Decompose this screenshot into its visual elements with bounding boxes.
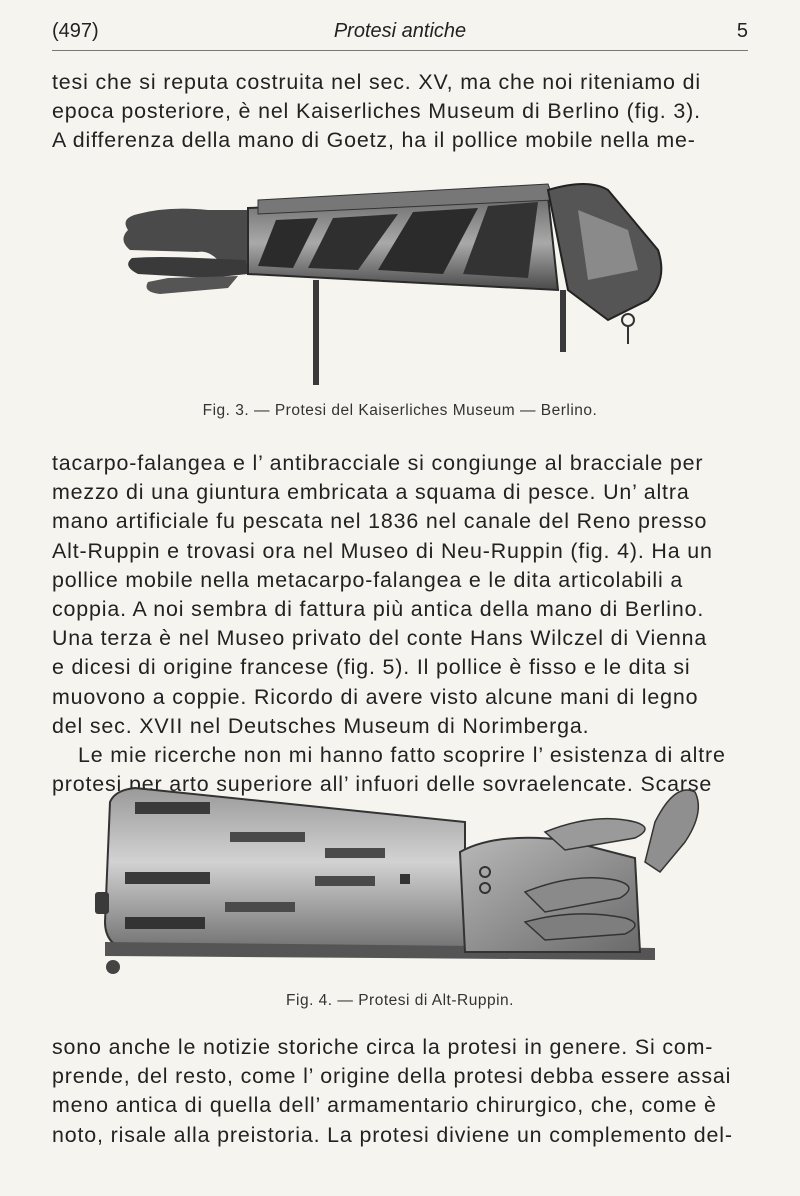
text-line: prende, del resto, come l’ origine della protesi debba essere assai xyxy=(52,1064,732,1089)
text-line: del sec. XVII nel Deutsches Museum di Norimberga. xyxy=(52,713,590,738)
text-line: A differenza della mano di Goetz, ha il pollice mobile nella me- xyxy=(52,128,696,153)
berlin-prosthesis-illustration xyxy=(108,170,668,400)
figure-3-berlin-prosthesis xyxy=(108,170,668,400)
text-line: meno antica di quella dell’ armamentario chirurgico, che, come è xyxy=(52,1093,717,1118)
text-line: coppia. A noi sembra di fattura più antica della mano di Berlino. xyxy=(52,597,705,622)
text-line: epoca posteriore, è nel Kaiserliches Museum di Berlino (fig. 3). xyxy=(52,99,701,124)
alt-ruppin-prosthesis-illustration xyxy=(95,762,710,980)
text-line: mezzo di una giuntura embricata a squama di pesce. Un’ altra xyxy=(52,480,690,505)
text-line: sono anche le notizie storiche circa la protesi in genere. Si com- xyxy=(52,1035,714,1059)
text-line: noto, risale alla preistoria. La protesi diviene un complemento del- xyxy=(52,1122,733,1147)
figure-4-alt-ruppin-prosthesis xyxy=(95,762,710,980)
text-line: tesi che si reputa costruita nel sec. XV, ma che noi riteniamo di xyxy=(52,70,701,94)
text-line: mano artificiale fu pescata nel 1836 nel canale del Reno presso xyxy=(52,509,708,534)
page-number: 5 xyxy=(736,20,748,42)
text-line: Alt-Ruppin e trovasi ora nel Museo di Neu-Ruppin (fig. 4). Ha un xyxy=(52,538,713,563)
running-title: Protesi antiche xyxy=(333,20,467,42)
text-line: e dicesi di origine francese (fig. 5). Il pollice è fisso e le dita si xyxy=(52,655,691,680)
text-line: muovono a coppie. Ricordo di avere visto alcune mani di legno xyxy=(52,684,699,709)
paragraph-3 xyxy=(52,1033,748,1150)
text-line: protesi per arto superiore all’ infuori delle sovraelencate. Scarse xyxy=(52,772,713,797)
paragraph-2 xyxy=(52,449,748,799)
text-line: tacarpo-falangea e l’ antibracciale si congiunge al bracciale per xyxy=(52,451,704,475)
text-line: Una terza è nel Museo privato del conte Hans Wilczel di Vienna xyxy=(52,626,708,651)
figure-3-caption: Fig. 3. — Protesi del Kaiserliches Museum — Berlino. xyxy=(202,402,598,419)
paragraph-1 xyxy=(52,68,748,156)
page-ref: (497) xyxy=(52,20,99,42)
text-line: pollice mobile nella metacarpo-falangea e le dita articolabili a xyxy=(52,567,684,592)
running-header xyxy=(52,20,748,51)
text-line: Le mie ricerche non mi hanno fatto scoprire l’ esistenza di altre xyxy=(78,743,726,768)
figure-4-caption: Fig. 4. — Protesi di Alt-Ruppin. xyxy=(286,992,514,1009)
